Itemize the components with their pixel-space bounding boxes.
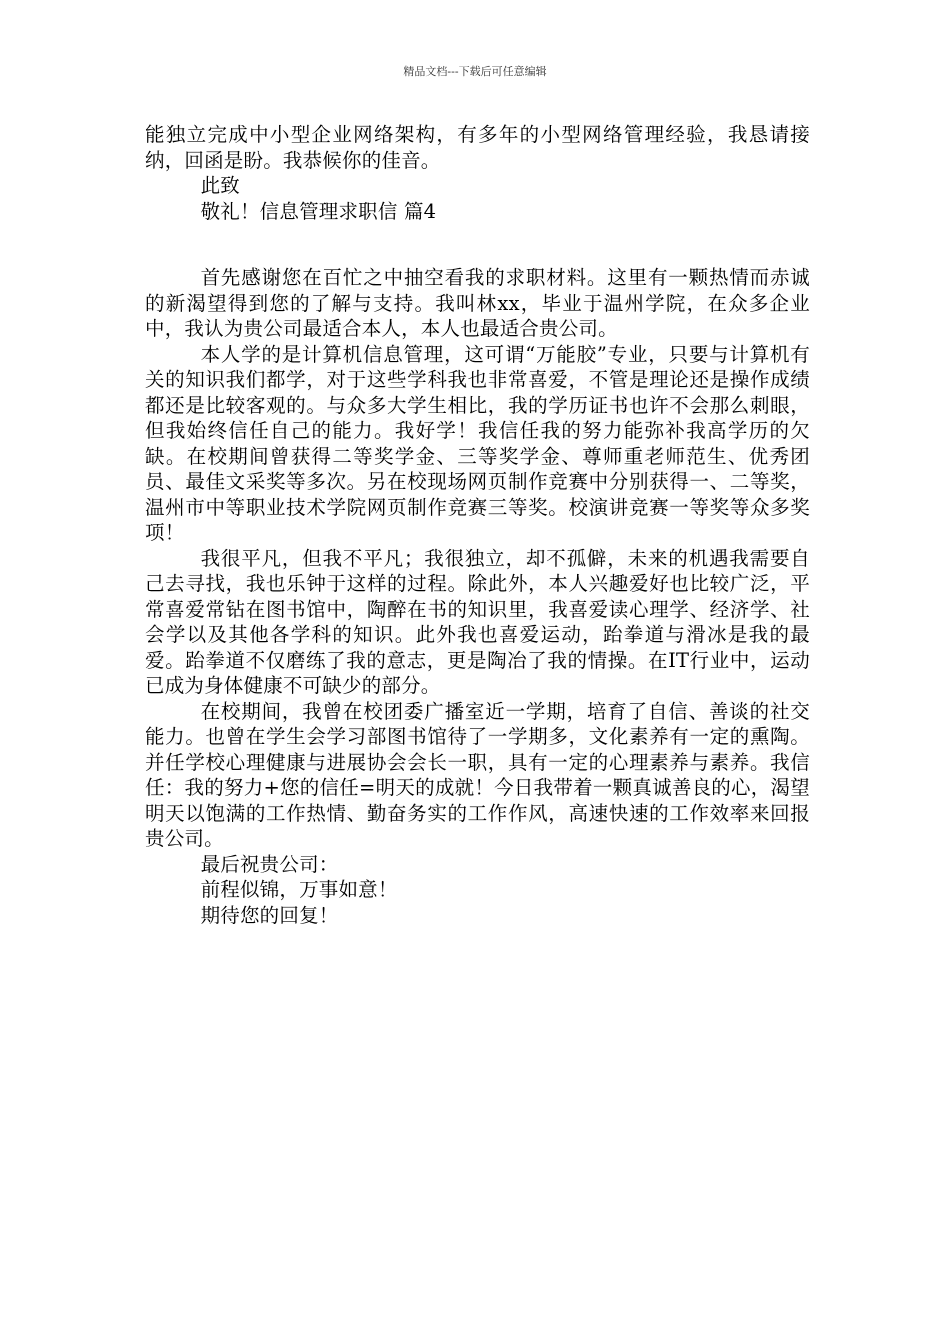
letter-continuation-section: [145, 122, 810, 224]
closing-line: 最后祝贵公司：: [200, 852, 339, 876]
continuation-paragraph: 能独立完成中小型企业网络架构，有多年的小型网络管理经验，我恳请接纳，回函是盼。我恭候你的佳音。: [145, 123, 810, 172]
closing-line: 前程似锦，万事如意！: [200, 878, 398, 901]
page-header: 精品文档---下载后可任意编辑: [403, 65, 547, 78]
letter-paragraph: 在校期间，我曾在校团委广播室近一学期，培育了自信、善谈的社交能力。也曾在学生会学习部图书馆待了一学期多，文化素养有一定的熏陶。并任学校心理健康与进展协会会长一职，具有一定的心理素养与素养。我信任：我的努力+您的信任=明天的成就！今日我带着一颗真诚善良的心，渴望明天以饱满的工作热情、勤奋务实的工作作风，高速快速的工作效率来回报贵公司。: [145, 699, 810, 850]
letter-paragraph: 首先感谢您在百忙之中抽空看我的求职材料。这里有一颗热情而赤诚的新渴望得到您的了解与支持。我叫林xx，毕业于温州学院，在众多企业中，我认为贵公司最适合本人，本人也最适合贵公司。: [145, 266, 810, 340]
salutation-line: 此致: [200, 174, 240, 197]
letter-paragraph: 本人学的是计算机信息管理，这可谓“万能胶”专业，只要与计算机有关的知识我们都学，对于这些学科我也非常喜爱，不管是理论还是操作成绩都还是比较客观的。与众多大学生相比，我的学历证书也许不会那么刺眼，但我始终信任自己的能力。我好学！我信任我的努力能弥补我高学历的欠缺。在校期间曾获得二等奖学金、三等奖学金、尊师重老师范生、优秀团员、最佳文采奖等多次。另在校现场网页制作竞赛中分别获得一、二等奖，温州市中等职业技术学院网页制作竞赛三等奖。校演讲竞赛一等奖等众多奖项！: [145, 342, 810, 544]
closing-line: 期待您的回复！: [200, 903, 339, 927]
letter-paragraph: 我很平凡，但我不平凡；我很独立，却不孤僻，未来的机遇我需要自己去寻找，我也乐钟于这样的过程。除此外，本人兴趣爱好也比较广泛，平常喜爱常钻在图书馆中，陶醉在书的知识里，我喜爱读心理学、经济学、社会学以及其他各学科的知识。此外我也喜爱运动，跆拳道与滑冰是我的最爱。跆拳道不仅磨练了我的意志，更是陶冶了我的情操。在IT行业中，运动已成为身体健康不可缺少的部分。: [145, 546, 810, 697]
regards-and-title-line: 敬礼！信息管理求职信 篇4: [200, 199, 437, 223]
cover-letter-body: [145, 265, 810, 928]
